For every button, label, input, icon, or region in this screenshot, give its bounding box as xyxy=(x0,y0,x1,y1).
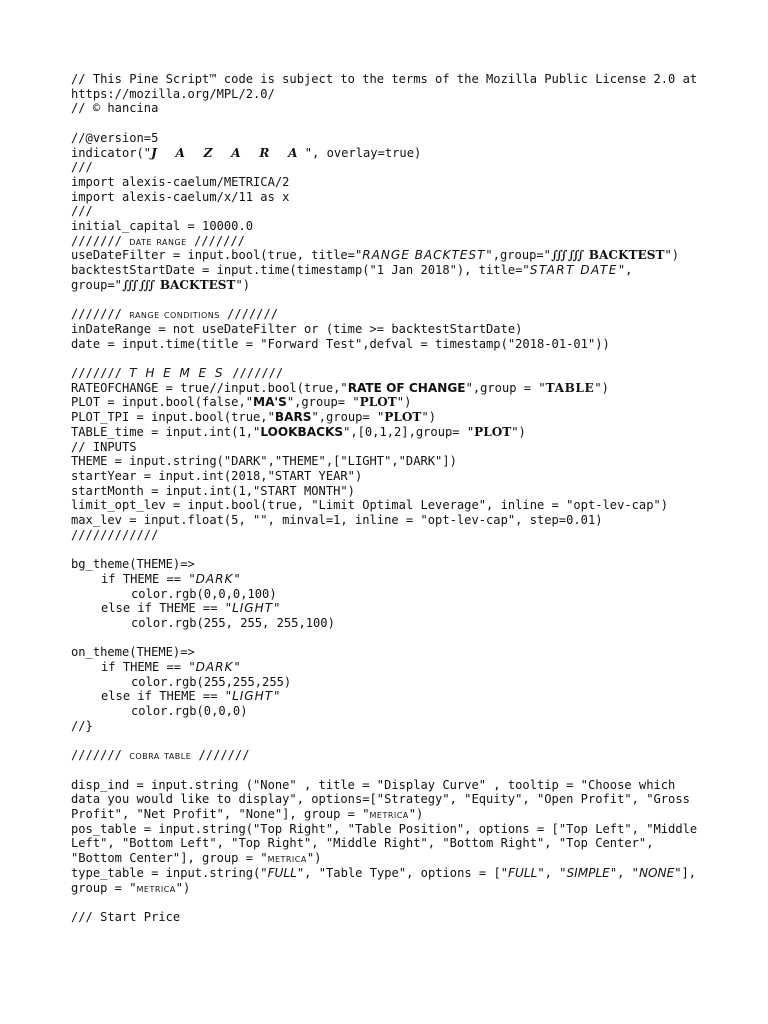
rate-of-change-line: RATEOFCHANGE = true//input.bool(true,"RATE OF CHANGE",group = "TABLE") xyxy=(71,380,609,395)
code-document xyxy=(71,72,711,925)
separator-comment: /// xyxy=(71,204,93,219)
indicator-declaration: indicator("J A Z A R A", overlay=true) xyxy=(71,145,422,160)
dark-value: DARK xyxy=(195,660,234,675)
start-month-line: startMonth = input.int(1,"START MONTH") xyxy=(71,483,355,498)
plot-group: PLOT xyxy=(474,424,512,439)
separator-comment: /// xyxy=(71,160,93,175)
metrica-group: metrica xyxy=(369,807,409,822)
limit-opt-lev-line: limit_opt_lev = input.bool(true, "Limit Optimal Leverage", inline = "opt-lev-cap") xyxy=(71,498,669,513)
on-theme-elseif: else if THEME == "LIGHT" xyxy=(101,689,281,704)
rate-of-change-title: RATE OF CHANGE xyxy=(347,380,466,395)
none-option: NONE xyxy=(638,865,675,880)
backtest-group: ∭∭ BACKTEST xyxy=(550,248,665,263)
metrica-group: metrica xyxy=(136,880,176,895)
date-input-line: date = input.time(title = "Forward Test",defval = timestamp("2018-01-01")) xyxy=(71,336,610,351)
closing-comment: //} xyxy=(71,718,93,733)
lookbacks-title: LOOKBACKS xyxy=(260,424,344,439)
simple-option: SIMPLE xyxy=(566,865,610,880)
blank-line xyxy=(71,116,711,131)
blank-line xyxy=(71,895,711,910)
in-date-range-line: inDateRange = not useDateFilter or (time >= backtestStartDate) xyxy=(71,321,523,336)
copyright-comment: // © hancina xyxy=(71,101,159,116)
use-date-filter-line: useDateFilter = input.bool(true, title="RANGE BACKTEST",group="∭∭ BACKTEST") xyxy=(71,248,680,263)
start-year-line: startYear = input.int(2018,"START YEAR") xyxy=(71,468,363,483)
disp-ind-line: disp_ind = input.string ("None" , title = "Display Curve" , tooltip = "Choose which data you would like to display", options=["Strategy", "Equity", "Open Profit", "Gross Profit", "Net Profit", "None"], group = "metrica") xyxy=(71,777,698,822)
on-theme-if: if THEME == "DARK" xyxy=(101,660,241,675)
initial-capital-line: initial_capital = 10000.0 xyxy=(71,219,254,234)
import-x: import alexis-caelum/x/11 as x xyxy=(71,189,290,204)
indicator-name: J A Z A R A xyxy=(151,145,305,160)
themes-title: T H E M E S xyxy=(129,366,225,381)
inputs-comment: // INPUTS xyxy=(71,439,137,454)
themes-header: /////// T H E M E S /////// xyxy=(71,366,284,381)
on-theme-def: on_theme(THEME)=> xyxy=(71,645,195,660)
max-lev-line: max_lev = input.float(5, "", minval=1, inline = "opt-lev-cap", step=0.01) xyxy=(71,513,603,528)
license-comment: // This Pine Script™ code is subject to the terms of the Mozilla Public License 2.0 at https://mozilla.org/MPL/2.0/ xyxy=(71,72,705,101)
blank-line xyxy=(71,293,711,308)
version-directive: //@version=5 xyxy=(71,130,159,145)
backtest-start-date-line: backtestStartDate = input.time(timestamp("1 Jan 2018"), title="START DATE", group="∭∭ BACKTEST") xyxy=(71,263,640,292)
start-price-comment: /// Start Price xyxy=(71,909,181,924)
table-group: TABLE xyxy=(545,380,595,395)
range-conditions-title: range conditions xyxy=(129,307,220,322)
blank-line xyxy=(71,351,711,366)
start-date-title: START DATE xyxy=(529,263,618,278)
range-backtest-title: RANGE BACKTEST xyxy=(362,248,486,263)
bg-theme-if: if THEME == "DARK" xyxy=(101,571,241,586)
plot-group: PLOT xyxy=(384,410,422,425)
mas-title: MA'S xyxy=(253,395,287,410)
pos-table-line: pos_table = input.string("Top Right", "Table Position", options = ["Top Left", "Middle Left", "Bottom Left", "Top Right", "Middle Right", "Bottom Right", "Top Center", "Bottom Center"], group = "metrica") xyxy=(71,821,705,866)
date-range-title: date range xyxy=(129,233,187,248)
bg-theme-def: bg_theme(THEME)=> xyxy=(71,557,195,572)
backtest-group: ∭∭ BACKTEST xyxy=(121,277,236,292)
bg-theme-color-dark: color.rgb(0,0,0,100) xyxy=(131,586,277,601)
on-theme-color-light: color.rgb(0,0,0) xyxy=(131,704,248,719)
bg-theme-color-light: color.rgb(255, 255, 255,100) xyxy=(131,615,335,630)
dark-value: DARK xyxy=(195,571,234,586)
import-metrica: import alexis-caelum/METRICA/2 xyxy=(71,174,290,189)
cobra-table-header: /////// cobra table /////// xyxy=(71,748,250,763)
type-table-line: type_table = input.string("FULL", "Table Type", options = ["FULL", "SIMPLE", "NONE"], group = "metrica") xyxy=(71,865,704,895)
blank-line xyxy=(71,542,711,557)
blank-line xyxy=(71,763,711,778)
blank-line xyxy=(71,631,711,646)
on-theme-color-dark: color.rgb(255,255,255) xyxy=(131,674,292,689)
separator-comment: //////////// xyxy=(71,527,159,542)
range-conditions-header: /////// range conditions /////// xyxy=(71,307,279,322)
cobra-table-title: cobra table xyxy=(129,748,192,763)
blank-line xyxy=(71,734,711,749)
bars-title: BARS xyxy=(274,410,312,425)
plot-tpi-line: PLOT_TPI = input.bool(true,"BARS",group= "PLOT") xyxy=(71,410,436,425)
theme-input-line: THEME = input.string("DARK","THEME",["LIGHT","DARK"]) xyxy=(71,454,457,469)
metrica-group: metrica xyxy=(267,851,307,866)
plot-line: PLOT = input.bool(false,"MA'S",group= "PLOT") xyxy=(71,395,412,410)
light-value: LIGHT xyxy=(232,689,274,704)
full-option: FULL xyxy=(508,865,538,880)
plot-group: PLOT xyxy=(359,395,397,410)
bg-theme-elseif: else if THEME == "LIGHT" xyxy=(101,601,281,616)
table-time-line: TABLE_time = input.int(1,"LOOKBACKS",[0,1,2],group= "PLOT") xyxy=(71,424,526,439)
light-value: LIGHT xyxy=(232,601,274,616)
date-range-header: /////// date range /////// xyxy=(71,233,245,248)
full-value: FULL xyxy=(267,865,297,880)
